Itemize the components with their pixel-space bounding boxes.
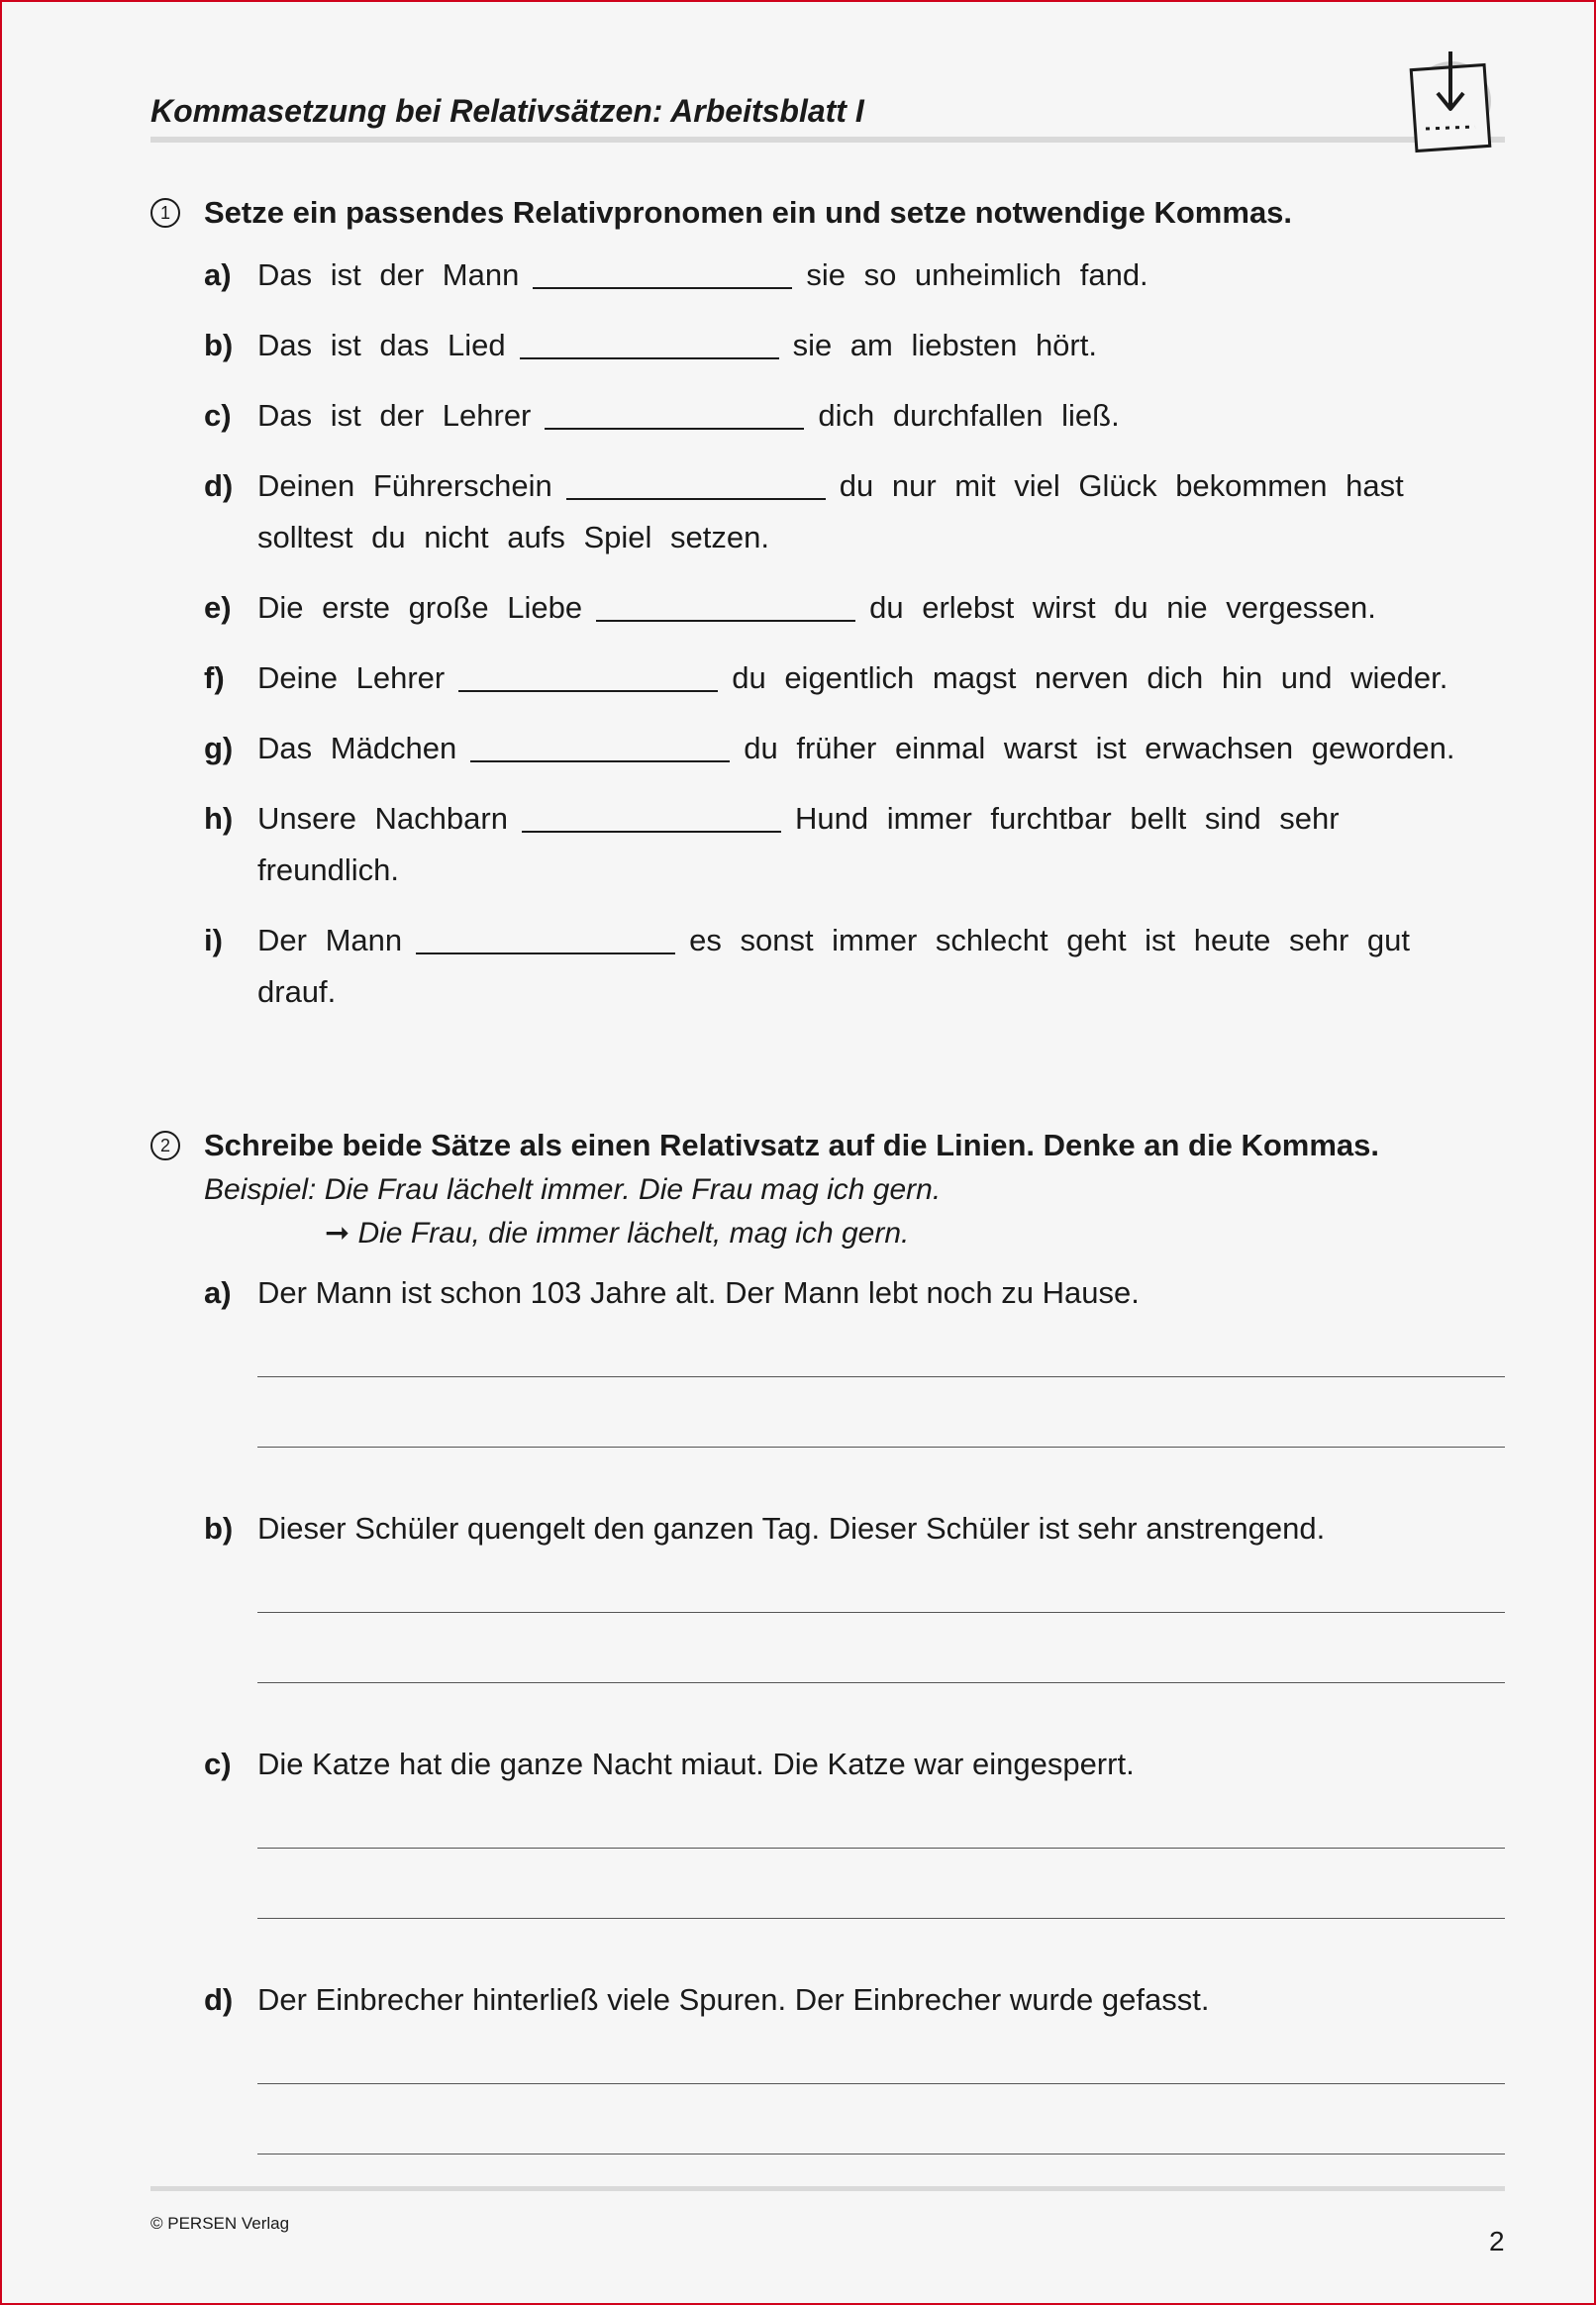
- task-2-items: [150, 1265, 1505, 2155]
- item-letter: a): [204, 257, 232, 292]
- item-sentences: Die Katze hat die ganze Nacht miaut. Die Katze war eingesperrt.: [257, 1747, 1135, 1781]
- rewrite-item: [150, 1501, 1505, 1683]
- item-letter: b): [204, 328, 234, 362]
- sentence-end: du früher einmal warst ist erwachsen geworden.: [744, 731, 1455, 765]
- item-sentence: [257, 791, 1340, 847]
- rewrite-item: [150, 1972, 1505, 2155]
- footer-divider: [150, 2186, 1505, 2191]
- item-letter: d): [204, 1982, 234, 2017]
- item-sentence: [257, 651, 1447, 706]
- fill-in-item: [204, 791, 1505, 898]
- item-letter: c): [204, 398, 232, 433]
- task-number-badge: 1: [150, 198, 180, 228]
- item-letter: h): [204, 801, 234, 836]
- indent-spacer: [204, 510, 257, 565]
- title-divider: [150, 137, 1505, 143]
- sentence-start: Das ist der Lehrer: [257, 398, 532, 433]
- sentence-start: Das Mädchen: [257, 731, 457, 765]
- worksheet-header: [150, 85, 1505, 145]
- item-sentence: [257, 388, 1120, 444]
- sentence-start: Unsere Nachbarn: [257, 801, 508, 836]
- answer-line[interactable]: [257, 1612, 1505, 1613]
- fill-in-item: [204, 248, 1505, 303]
- answer-blank[interactable]: [458, 658, 718, 692]
- answer-line[interactable]: [257, 1848, 1505, 1849]
- example-answer: ➞ Die Frau, die immer lächelt, mag ich gern.: [325, 1217, 910, 1250]
- item-letter: c): [204, 1747, 232, 1781]
- fill-in-item: [204, 458, 1505, 565]
- item-sentence: [257, 580, 1376, 636]
- answer-line[interactable]: [257, 2154, 1505, 2155]
- fill-in-item: [204, 580, 1505, 636]
- publisher-credit: © PERSEN Verlag: [150, 2214, 290, 2233]
- item-sentence: [257, 318, 1097, 373]
- item-sentence: [257, 248, 1148, 303]
- item-sentence: [257, 913, 1410, 968]
- answer-blank[interactable]: [520, 326, 779, 359]
- answer-line[interactable]: [257, 1918, 1505, 1919]
- sentence-start: Das ist das Lied: [257, 328, 506, 362]
- fill-in-item: [204, 388, 1505, 444]
- fill-in-item: [204, 721, 1505, 776]
- fill-in-item: [204, 651, 1505, 706]
- task-2-instruction: Schreibe beide Sätze als einen Relativsatz auf die Linien. Denke an die Kommas.: [204, 1128, 1380, 1162]
- item-sentence: [257, 458, 1404, 514]
- answer-blank[interactable]: [545, 396, 804, 430]
- answer-line[interactable]: [257, 2083, 1505, 2084]
- sentence-end: du erlebst wirst du nie vergessen.: [869, 590, 1376, 625]
- page-number: 2: [1489, 2226, 1505, 2256]
- answer-blank[interactable]: [522, 799, 781, 833]
- fill-in-item: [204, 318, 1505, 373]
- answer-blank[interactable]: [470, 729, 730, 762]
- sentence-end: du nur mit viel Glück bekommen hast: [839, 468, 1404, 503]
- task-2: [150, 1123, 1505, 2208]
- item-letter: d): [204, 468, 234, 503]
- item-letter: g): [204, 731, 234, 765]
- item-letter: a): [204, 1275, 232, 1310]
- task-1-heading: [150, 190, 1505, 236]
- item-letter: i): [204, 923, 223, 957]
- fill-in-item: [204, 913, 1505, 1020]
- indent-spacer: [204, 964, 257, 1020]
- answer-line[interactable]: [257, 1376, 1505, 1377]
- example-sentence: Beispiel: Die Frau lächelt immer. Die Frau mag ich gern.: [204, 1173, 942, 1206]
- sentence-start: Die erste große Liebe: [257, 590, 583, 625]
- indent-spacer: [204, 843, 257, 898]
- answer-blank[interactable]: [566, 466, 826, 500]
- sentence-start: Das ist der Mann: [257, 257, 520, 292]
- item-sentences: Dieser Schüler quengelt den ganzen Tag. Dieser Schüler ist sehr anstrengend.: [257, 1511, 1326, 1546]
- item-sentences: Der Einbrecher hinterließ viele Spuren. Der Einbrecher wurde gefasst.: [257, 1982, 1210, 2017]
- sentence-end: sie so unheimlich fand.: [806, 257, 1148, 292]
- answer-blank[interactable]: [533, 255, 792, 289]
- task-1-items: [204, 248, 1505, 1020]
- page-title: Kommasetzung bei Relativsätzen: Arbeitsblatt I: [150, 93, 864, 129]
- example: [204, 1168, 1505, 1255]
- task-number-badge: 2: [150, 1131, 180, 1160]
- item-sentences: Der Mann ist schon 103 Jahre alt. Der Mann lebt noch zu Hause.: [257, 1275, 1140, 1310]
- sentence-continuation: solltest du nicht aufs Spiel setzen.: [257, 520, 769, 554]
- answer-line[interactable]: [257, 1682, 1505, 1683]
- sentence-end: du eigentlich magst nerven dich hin und wieder.: [732, 660, 1448, 695]
- item-sentence: [257, 721, 1455, 776]
- item-letter: e): [204, 590, 232, 625]
- sentence-continuation: freundlich.: [257, 852, 400, 887]
- sentence-start: Der Mann: [257, 923, 403, 957]
- rewrite-item: [150, 1265, 1505, 1448]
- answer-blank[interactable]: [596, 588, 855, 622]
- sentence-start: Deine Lehrer: [257, 660, 446, 695]
- sentence-continuation: drauf.: [257, 974, 337, 1009]
- sentence-end: Hund immer furchtbar bellt sind sehr: [794, 801, 1340, 836]
- task-2-heading: [150, 1123, 1505, 1168]
- item-letter: b): [204, 1511, 234, 1546]
- sentence-end: sie am liebsten hört.: [792, 328, 1097, 362]
- download-arrow-icon[interactable]: [1396, 51, 1507, 162]
- sentence-end: es sonst immer schlecht geht ist heute sehr gut: [689, 923, 1410, 957]
- rewrite-item: [150, 1737, 1505, 1919]
- task-1: [150, 190, 1505, 1035]
- task-1-instruction: Setze ein passendes Relativpronomen ein und setze notwendige Kommas.: [204, 195, 1293, 230]
- sentence-start: Deinen Führerschein: [257, 468, 552, 503]
- item-letter: f): [204, 660, 225, 695]
- answer-blank[interactable]: [416, 921, 675, 954]
- sentence-end: dich durchfallen ließ.: [818, 398, 1120, 433]
- answer-line[interactable]: [257, 1447, 1505, 1448]
